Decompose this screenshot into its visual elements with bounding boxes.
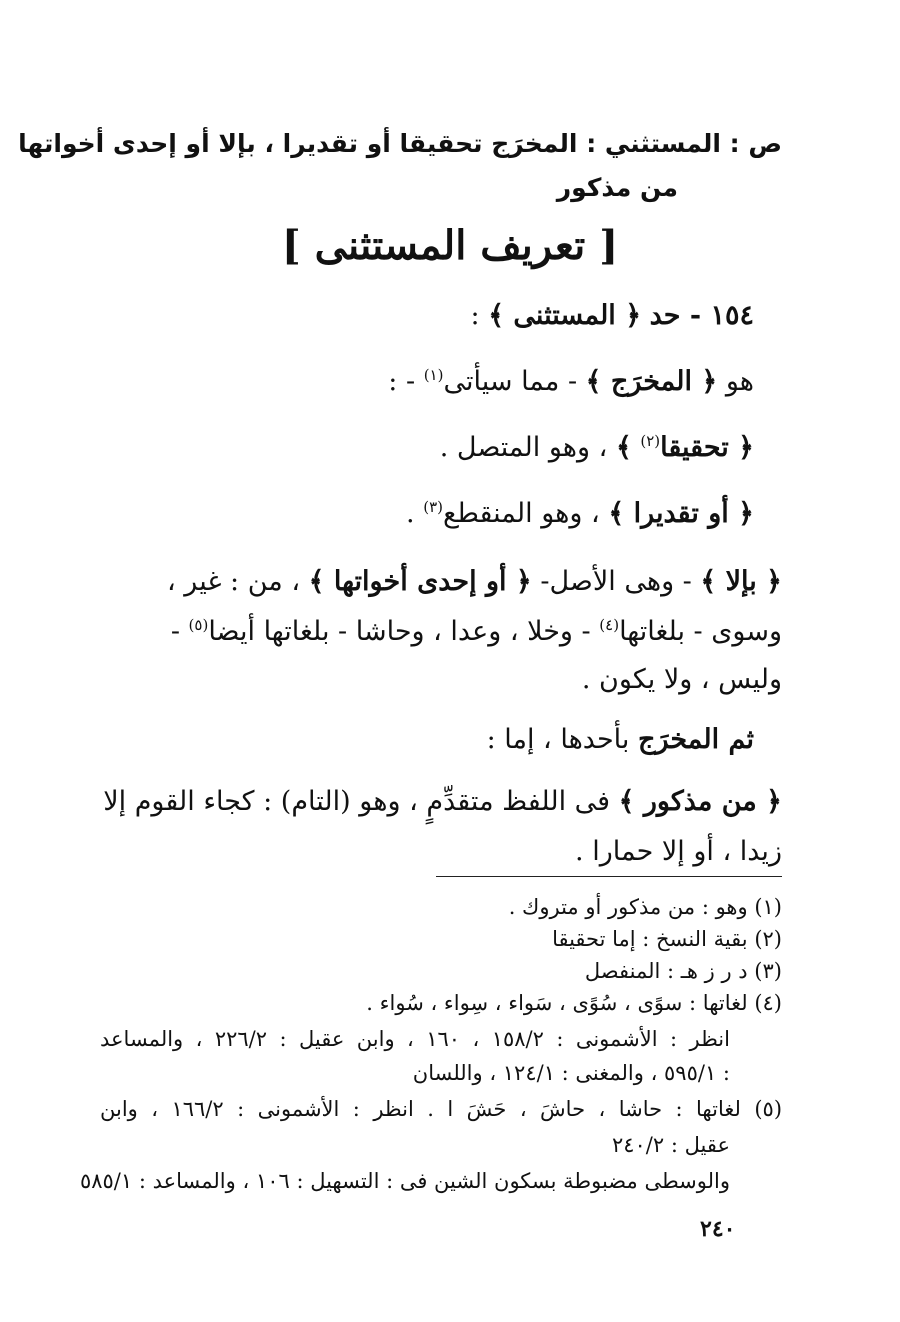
term-akhawat: ﴿ أو إحدى أخواتها ﴾ [308,566,532,597]
text-segment: ، وهو المنقطع [442,498,600,529]
heading-number: ١٥٤ - حد [649,300,754,331]
text-segment: . [406,498,415,529]
footnote-ref: (٤) [599,616,620,634]
bracket: ﴾ [615,432,632,463]
footnote-5: (٥) لغاتها : حاشا ، حاشَ ، حَشَ ا . انظر : الأشمونى : ١٦٦/٢ ، وابن [100,1097,783,1121]
text-segment: ، من : غير ، [167,566,301,597]
term-min-madhkur: ﴿ من مذكور ﴾ [618,786,782,817]
heading-tail: : [470,300,480,331]
body-line-7 [74,720,754,760]
text-segment: وسوى - بلغاتها [619,616,782,647]
footnote-ref: (٢) [640,432,661,450]
term-bi-illa: ﴿ بإلا ﴾ [700,566,782,597]
body-line-4 [116,562,782,602]
footnote-ref: (٣) [423,498,443,516]
text-segment: هو [725,366,754,397]
margin-note-line-1: ص : المستثني : المخرَج تحقيقا أو تقديرا ، بإلا أو إحدى أخواتها [18,129,782,158]
text-segment: - وخلا ، وعدا ، وحاشا - بلغاتها أيضا [208,616,591,647]
footnote-5-note: والوسطى مضبوطة بسكون الشين فى : التسهيل : ١٠٦ ، والمساعد : ٥٨٥/١ [79,1169,730,1193]
footnote-2: (٢) بقية النسخ : إما تحقيقا [552,927,782,951]
footnote-4-ref-line-2: : ٥٩٥/١ ، والمغنى : ١٢٤/١ ، واللسان [412,1061,730,1085]
text-segment: بأحدها ، إما : [486,724,630,755]
text-segment: - [170,616,180,647]
body-line-2 [74,428,754,468]
footnote-3: (٣) د ر ز هـ : المنفصل [584,959,782,983]
text-segment: فى اللفظ متقدِّمٍ ، وهو (التام) : كجاء القوم إلا [103,786,611,817]
definition-heading [74,296,754,336]
heading-term: ﴿ المستثنى ﴾ [488,300,642,331]
footnote-ref: (١) [423,366,444,384]
body-line-8 [103,782,782,822]
text-segment: ، وهو المتصل . [439,432,608,463]
margin-note-line-2: من مذكور [556,173,678,202]
footnote-1: (١) وهو : من مذكور أو متروك . [508,895,782,919]
body-line-6: وليس ، ولا يكون . [581,664,782,695]
page-number: ٢٤٠ [700,1216,736,1242]
term-tahqiqan: ﴿ تحقيقا [660,432,754,463]
footnote-ref: (٥) [188,616,209,634]
text-segment: - : [388,366,416,397]
term-thumma: ثم المخرَج [638,724,754,755]
text-segment: - مما سيأتى [443,366,578,397]
footnote-4: (٤) لغاتها : سوًى ، سُوًى ، سَواء ، سِواء ، سُواء . [366,991,782,1015]
text-segment: - وهى الأصل- [540,566,692,597]
body-line-3 [74,494,754,534]
term-makhraj: ﴿ المخرَج ﴾ [585,366,718,397]
body-line-5 [116,612,782,652]
term-taqdiran: ﴿ أو تقديرا ﴾ [608,498,754,529]
body-line-9: زيدا ، أو إلا حمارا . [575,836,782,867]
body-line-1 [74,362,754,402]
footnote-5-ref: عقيل : ٢٤٠/٢ [611,1133,730,1157]
footnote-separator [436,876,782,877]
section-title: [ تعريف المستثنى ] [281,222,619,269]
footnote-4-ref-line-1: انظر : الأشمونى : ١٥٨/٢ ، ١٦٠ ، وابن عقيل : ٢٢٦/٢ ، والمساعد [100,1027,730,1051]
